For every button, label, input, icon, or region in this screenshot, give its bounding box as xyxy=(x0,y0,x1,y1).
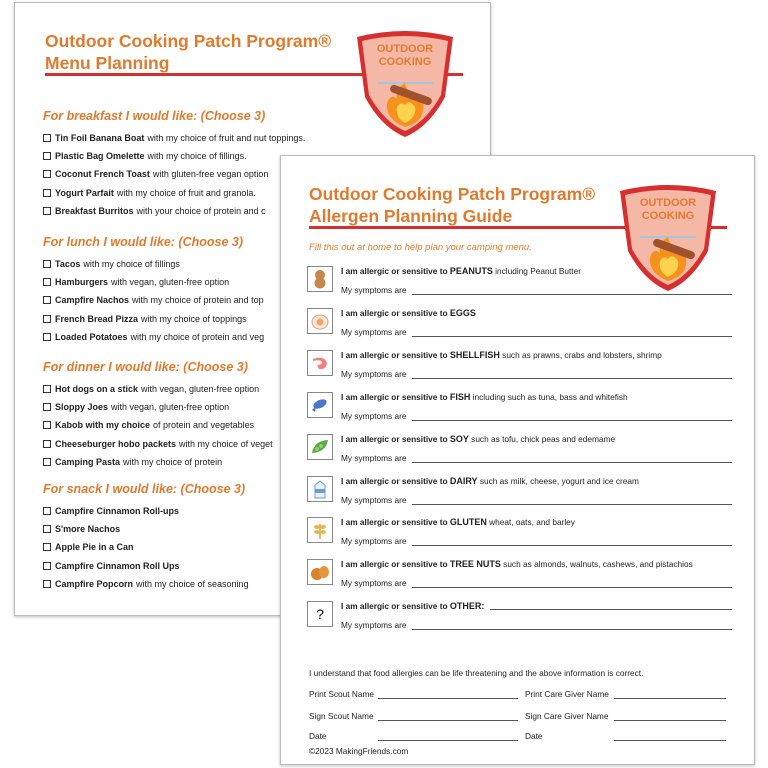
menu-choice-checkbox[interactable] xyxy=(43,207,51,215)
symptoms-label: My symptoms are xyxy=(341,578,407,589)
menu-choice-name: Loaded Potatoes xyxy=(55,331,128,342)
allergen-statement xyxy=(341,559,693,569)
menu-choice-checkbox[interactable] xyxy=(43,403,51,411)
allergen-title-line1: Outdoor Cooking Patch Program® xyxy=(309,184,596,204)
allergen-row xyxy=(307,434,727,468)
menu-choice-name: Coconut French Toast xyxy=(55,169,150,180)
menu-section-heading: For snack I would like: (Choose 3) xyxy=(43,482,246,496)
menu-choice-item[interactable] xyxy=(43,295,264,305)
menu-choice-item[interactable] xyxy=(43,457,222,467)
menu-choice-description: with my choice of fruit and granola. xyxy=(116,187,256,198)
menu-badge-text-1: OUTDOOR xyxy=(376,43,434,55)
wheat-icon[interactable] xyxy=(307,517,333,543)
allergen-detail: including such as tuna, bass and whitefish xyxy=(472,391,628,402)
menu-choice-item[interactable] xyxy=(43,561,183,571)
question-mark-icon[interactable] xyxy=(307,601,333,627)
menu-choice-description: with vegan, gluten-free option xyxy=(111,277,230,288)
allergen-statement xyxy=(341,308,476,318)
sign-care-giver-name-label: Sign Care Giver Name xyxy=(525,711,609,721)
sign-scout-name-label: Sign Scout Name xyxy=(309,711,374,721)
allergen-row xyxy=(307,476,727,510)
allergen-name: SOY xyxy=(449,433,469,444)
allergen-detail: such as prawns, crabs and lobsters, shrimp xyxy=(502,349,662,360)
menu-choice-item[interactable] xyxy=(43,169,268,179)
menu-choice-name: Plastic Bag Omelette xyxy=(55,151,145,162)
allergen-name: DAIRY xyxy=(449,475,478,486)
menu-choice-description: with my choice of toppings xyxy=(141,313,247,324)
allergen-row xyxy=(307,308,727,342)
allergen-prefix: I am allergic or sensitive to xyxy=(341,266,448,276)
allergen-subtitle: Fill this out at home to help plan your camping menu. xyxy=(309,242,532,253)
menu-choice-item[interactable] xyxy=(43,206,266,216)
menu-choice-item[interactable] xyxy=(43,402,229,412)
symptoms-field[interactable] xyxy=(412,629,732,630)
menu-choice-name: Tacos xyxy=(55,259,81,269)
menu-choice-name: Yogurt Parfait xyxy=(55,187,114,198)
menu-choice-name: Breakfast Burritos xyxy=(55,205,134,216)
menu-choice-description: with my choice of protein xyxy=(123,456,223,467)
allergen-statement xyxy=(341,517,575,527)
allergen-detail: wheat, oats, and barley xyxy=(489,517,575,528)
question-mark-glyph: ? xyxy=(316,606,324,623)
menu-choice-checkbox[interactable] xyxy=(43,385,51,393)
milk-icon[interactable] xyxy=(307,476,333,502)
menu-choice-name: Cheeseburger hobo packets xyxy=(55,438,177,449)
menu-choice-name: Tin Foil Banana Boat xyxy=(55,133,145,143)
menu-choice-name: Sloppy Joes xyxy=(55,402,109,413)
allergen-prefix: I am allergic or sensitive to xyxy=(341,559,448,570)
menu-choice-item[interactable] xyxy=(43,384,259,394)
allergen-name: TREE NUTS xyxy=(449,559,501,570)
allergen-row xyxy=(307,350,727,384)
menu-choice-checkbox[interactable] xyxy=(43,525,51,533)
menu-choice-name: Kabob with my choice xyxy=(55,420,151,431)
menu-choice-checkbox[interactable] xyxy=(43,134,51,142)
menu-choice-item[interactable] xyxy=(43,332,264,342)
allergen-row xyxy=(307,559,727,593)
soybean-icon[interactable] xyxy=(307,434,333,460)
menu-choice-item[interactable] xyxy=(43,259,180,269)
menu-choice-description: with my choice of fillings xyxy=(83,259,180,269)
symptoms-label: My symptoms are xyxy=(341,536,407,547)
symptoms-label: My symptoms are xyxy=(341,620,407,631)
egg-icon[interactable] xyxy=(307,308,333,334)
symptoms-field[interactable] xyxy=(412,294,732,295)
allergen-name: SHELLFISH xyxy=(449,349,500,360)
allergen-detail: including Peanut Butter xyxy=(495,266,581,276)
menu-choice-item[interactable] xyxy=(43,420,254,430)
menu-choice-description: with my choice of fillings. xyxy=(147,151,247,162)
menu-choice-name: Camping Pasta xyxy=(55,456,121,467)
menu-choice-item[interactable] xyxy=(43,524,123,534)
menu-choice-description: with my choice of protein and top xyxy=(132,295,264,306)
copyright-text: ©2023 MakingFriends.com xyxy=(309,746,409,756)
symptoms-field[interactable] xyxy=(412,420,732,421)
symptoms-label: My symptoms are xyxy=(341,494,407,505)
allergen-detail: such as milk, cheese, yogurt and ice cream xyxy=(479,475,639,486)
menu-choice-name: Hamburgers xyxy=(55,277,109,288)
menu-choice-checkbox[interactable] xyxy=(43,440,51,448)
menu-choice-item[interactable] xyxy=(43,133,305,143)
menu-choice-item[interactable] xyxy=(43,542,137,552)
menu-title xyxy=(45,30,331,74)
symptoms-field[interactable] xyxy=(412,587,732,588)
allergen-prefix: I am allergic or sensitive to xyxy=(341,349,448,360)
menu-choice-description: with vegan, gluten-free option xyxy=(141,384,260,394)
menu-choice-description: with your choice of protein and c xyxy=(136,205,266,216)
menu-choice-checkbox[interactable] xyxy=(43,421,51,429)
menu-choice-name: Campfire Popcorn xyxy=(55,578,134,589)
menu-choice-checkbox[interactable] xyxy=(43,260,51,268)
menu-section-heading: For dinner I would like: (Choose 3) xyxy=(43,360,248,374)
menu-choice-item[interactable] xyxy=(43,579,249,589)
menu-choice-item[interactable] xyxy=(43,439,273,449)
menu-badge-text-2: COOKING xyxy=(378,56,432,68)
allergen-row xyxy=(307,517,727,551)
menu-choice-checkbox[interactable] xyxy=(43,562,51,570)
allergen-name: EGGS xyxy=(449,307,476,318)
menu-choice-name: Apple Pie in a Can xyxy=(55,542,134,553)
allergen-prefix: I am allergic or sensitive to xyxy=(341,391,448,402)
menu-choice-description: with vegan, gluten-free option xyxy=(111,402,230,413)
allergen-name: OTHER: xyxy=(449,601,485,612)
menu-choice-description: with gluten-free vegan option xyxy=(152,169,269,180)
allergen-name: PEANUTS xyxy=(449,266,493,276)
print-scout-name-label: Print Scout Name xyxy=(309,689,375,699)
menu-choice-checkbox[interactable] xyxy=(43,315,51,323)
menu-choice-name: Campfire Cinnamon Roll Ups xyxy=(55,560,180,571)
symptoms-label: My symptoms are xyxy=(341,285,407,295)
menu-choice-description: with my choice of seasoning xyxy=(136,578,249,589)
menu-choice-checkbox[interactable] xyxy=(43,543,51,551)
allergen-name: FISH xyxy=(449,391,471,402)
menu-choice-description: with my choice of fruit and nut toppings. xyxy=(147,133,306,143)
menu-section-heading: For lunch I would like: (Choose 3) xyxy=(43,235,244,249)
menu-choice-description: with my choice of protein and veg xyxy=(130,331,265,342)
menu-choice-checkbox[interactable] xyxy=(43,458,51,466)
menu-choice-checkbox[interactable] xyxy=(43,278,51,286)
menu-choice-description: with my choice of veget xyxy=(179,438,273,449)
allergen-badge-text-2: COOKING xyxy=(641,210,695,222)
menu-choice-name: Campfire Nachos xyxy=(55,295,130,306)
symptoms-field[interactable] xyxy=(412,378,732,379)
menu-choice-checkbox[interactable] xyxy=(43,296,51,304)
menu-choice-name: Hot dogs on a stick xyxy=(55,384,139,394)
tree-nut-icon[interactable] xyxy=(307,559,333,585)
other-allergen-field[interactable] xyxy=(490,609,732,610)
menu-choice-item[interactable] xyxy=(43,314,247,324)
print-care-giver-name-field[interactable] xyxy=(614,698,726,699)
menu-choice-item[interactable] xyxy=(43,506,182,516)
menu-choice-checkbox[interactable] xyxy=(43,580,51,588)
allergen-row xyxy=(307,601,727,635)
allergen-name: GLUTEN xyxy=(449,517,487,528)
outdoor-cooking-badge xyxy=(349,27,461,139)
fish-icon[interactable] xyxy=(307,392,333,418)
menu-choice-item[interactable] xyxy=(43,277,229,287)
menu-section-heading: For breakfast I would like: (Choose 3) xyxy=(43,109,266,123)
allergen-statement xyxy=(341,266,581,276)
menu-choice-checkbox[interactable] xyxy=(43,189,51,197)
date-field-care-giver[interactable] xyxy=(614,740,726,741)
allergen-statement xyxy=(341,350,662,360)
allergen-detail: such as tofu, chick peas and edemame xyxy=(471,433,616,444)
symptoms-field[interactable] xyxy=(412,504,732,505)
menu-choice-checkbox[interactable] xyxy=(43,507,51,515)
date-label-scout: Date xyxy=(309,731,327,741)
menu-choice-checkbox[interactable] xyxy=(43,170,51,178)
menu-choice-name: S'more Nachos xyxy=(55,524,121,535)
allergen-statement xyxy=(341,476,639,486)
menu-choice-name: Campfire Cinnamon Roll-ups xyxy=(55,506,180,516)
allergen-title xyxy=(309,183,595,227)
date-field-scout[interactable] xyxy=(378,740,518,741)
allergen-prefix: I am allergic or sensitive to xyxy=(341,517,448,528)
symptoms-label: My symptoms are xyxy=(341,368,407,379)
allergen-prefix: I am allergic or sensitive to xyxy=(341,475,448,486)
sign-care-giver-name-field[interactable] xyxy=(614,720,726,721)
allergen-prefix: I am allergic or sensitive to xyxy=(341,601,448,612)
menu-choice-description: of protein and vegetables xyxy=(153,420,255,431)
allergen-row xyxy=(307,266,727,300)
allergen-prefix: I am allergic or sensitive to xyxy=(341,307,448,318)
allergen-row xyxy=(307,392,727,426)
date-label-care-giver: Date xyxy=(525,731,543,741)
allergen-detail: such as almonds, walnuts, cashews, and pistachios xyxy=(503,559,693,570)
shrimp-icon[interactable] xyxy=(307,350,333,376)
menu-choice-name: French Bread Pizza xyxy=(55,313,139,324)
menu-choice-checkbox[interactable] xyxy=(43,333,51,341)
symptoms-field[interactable] xyxy=(412,545,732,546)
allergen-statement xyxy=(341,392,628,402)
menu-choice-item[interactable] xyxy=(43,188,256,198)
menu-choice-checkbox[interactable] xyxy=(43,152,51,160)
peanut-icon[interactable] xyxy=(307,266,333,292)
disclaimer-text: I understand that food allergies can be life threatening and the above information is correct. xyxy=(309,668,644,678)
symptoms-field[interactable] xyxy=(412,462,732,463)
symptoms-field[interactable] xyxy=(412,336,732,337)
print-scout-name-field[interactable] xyxy=(378,698,518,699)
sign-scout-name-field[interactable] xyxy=(378,720,518,721)
allergen-statement xyxy=(341,601,484,611)
print-care-giver-name-label: Print Care Giver Name xyxy=(525,689,609,699)
allergen-prefix: I am allergic or sensitive to xyxy=(341,433,448,444)
allergen-badge-text-1: OUTDOOR xyxy=(639,197,697,209)
menu-title-line1: Outdoor Cooking Patch Program® xyxy=(45,31,332,51)
allergen-statement xyxy=(341,434,615,444)
menu-title-line2: Menu Planning xyxy=(45,53,170,73)
symptoms-label: My symptoms are xyxy=(341,410,407,421)
allergen-title-line2: Allergen Planning Guide xyxy=(309,206,513,226)
menu-choice-item[interactable] xyxy=(43,151,247,161)
allergen-planning-sheet xyxy=(280,155,755,765)
symptoms-label: My symptoms are xyxy=(341,326,407,337)
symptoms-label: My symptoms are xyxy=(341,452,407,463)
